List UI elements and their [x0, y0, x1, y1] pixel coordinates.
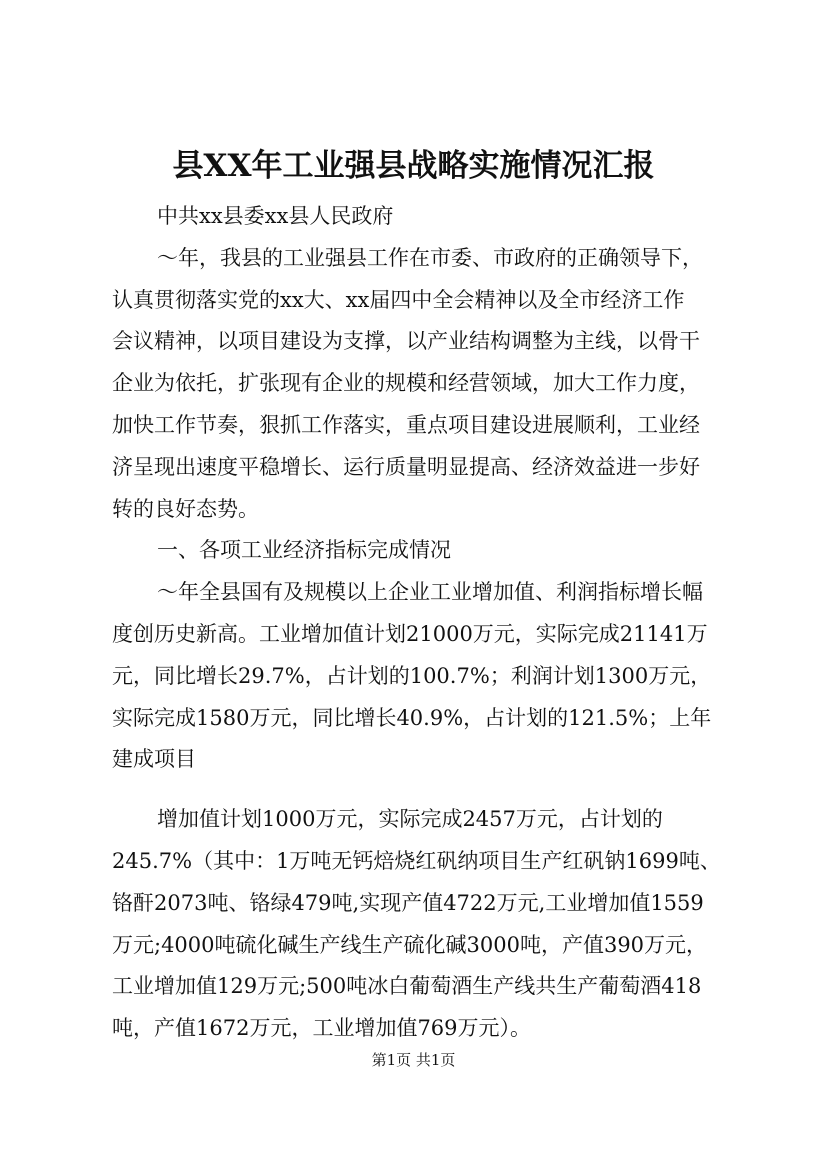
paragraph-gap: [112, 781, 752, 799]
paragraph-line: 实际完成1580万元，同比增长40.9%，占计划的121.5%；上年: [112, 705, 712, 730]
paragraph-line: 万元;4000吨硫化碱生产线生产硫化碱3000吨，产值390万元，: [112, 932, 708, 957]
paragraph-line: ～年，我县的工业强县工作在市委、市政府的正确领导下，: [157, 245, 703, 270]
paragraph-line: ～年全县国有及规模以上企业工业增加值、利润指标增长幅: [157, 580, 703, 605]
paragraph-line: 吨，产值1672万元，工业增加值769万元）。: [112, 1016, 532, 1041]
paragraph-line: 铬酐2073吨、铬绿479吨,实现产值4722万元,工业增加值1559: [112, 890, 704, 915]
paragraph-line: 加快工作节奏，狠抓工作落实，重点项目建设进展顺利，工业经: [112, 412, 700, 437]
paragraph-line: 增加值计划1000万元，实际完成2457万元，占计划的: [157, 807, 663, 832]
paragraph-line: 企业为依托，扩张现有企业的规模和经营领域，加大工作力度，: [112, 371, 700, 396]
paragraph-line: 认真贯彻落实党的xx大、xx届四中全会精神以及全市经济工作: [112, 287, 685, 312]
section-heading: 一、各项工业经济指标完成情况: [157, 538, 451, 563]
paragraph-line: 建成项目: [112, 747, 196, 772]
paragraph-line: 元，同比增长29.7%，占计划的100.7%；利润计划1300万元，: [112, 663, 712, 688]
paragraph-line: 会议精神，以项目建设为支撑，以产业结构调整为主线，以骨干: [112, 329, 700, 354]
paragraph-line: 度创历史新高。工业增加值计划21000万元，实际完成21141万: [112, 621, 708, 646]
document-title: 县XX年工业强县战略实施情况汇报: [172, 148, 655, 184]
paragraph-line: 工业增加值129万元;500吨冰白葡萄酒生产线共生产葡萄酒418: [112, 974, 702, 999]
paragraph-line: 中共xx县委xx县人民政府: [157, 204, 394, 228]
paragraph-line: 济呈现出速度平稳增长、运行质量明显提高、经济效益进一步好: [112, 454, 700, 479]
page-footer: 第1页 共1页: [371, 1051, 456, 1069]
paragraph-line: 245.7%（其中：1万吨无钙焙烧红矾纳项目生产红矾钠1699吨、: [112, 848, 721, 873]
document-body: [112, 196, 752, 1050]
paragraph-line: 转的良好态势。: [112, 496, 259, 521]
